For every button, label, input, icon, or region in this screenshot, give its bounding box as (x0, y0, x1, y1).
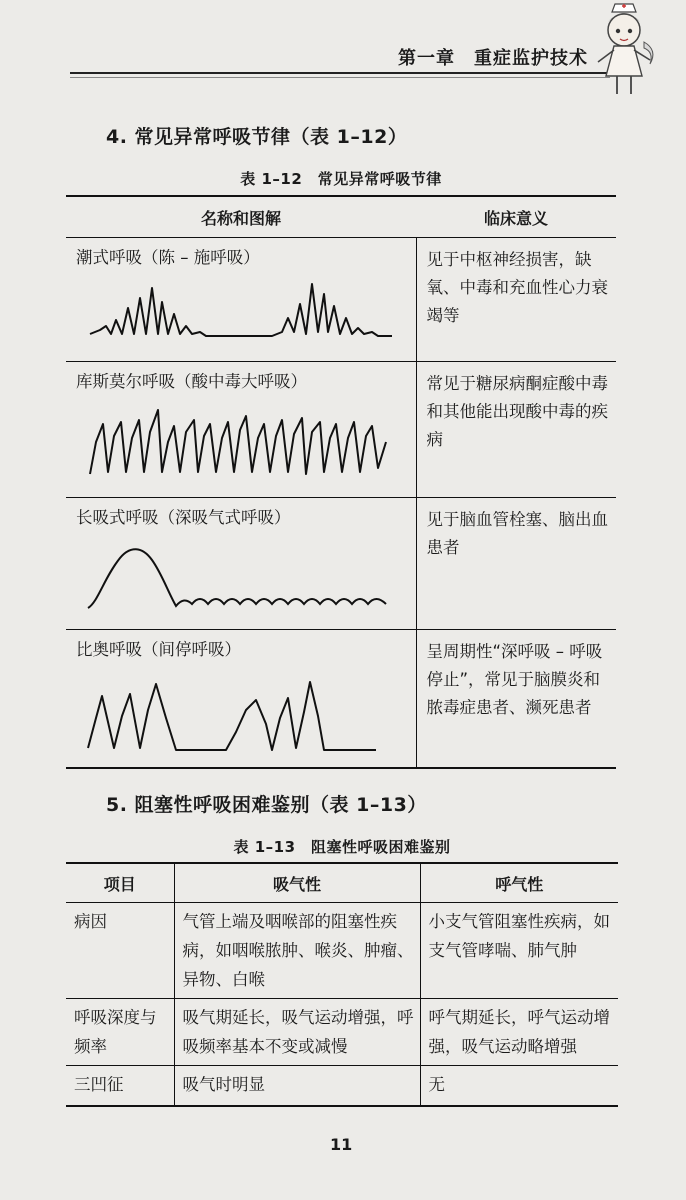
column-header-name: 名称和图解 (66, 196, 416, 238)
inspiratory-cell: 吸气期延长，吸气运动增强，呼吸频率基本不变或减慢 (174, 999, 420, 1066)
inspiratory-cell: 气管上端及咽喉部的阻塞性疾病，如咽喉脓肿、喉炎、肿瘤、异物、白喉 (174, 903, 420, 999)
significance-cell: 见于中枢神经损害，缺氧、中毒和充血性心力衰竭等 (416, 238, 616, 362)
table-1-13 (66, 862, 618, 1107)
expiratory-cell: 无 (420, 1066, 618, 1106)
section-heading-5: 5. 阻塞性呼吸困难鉴别（表 1–13） (106, 794, 427, 816)
column-header-expiratory: 呼气性 (420, 863, 618, 903)
column-header-inspiratory: 吸气性 (174, 863, 420, 903)
table-row (66, 238, 616, 362)
significance-cell: 常见于糖尿病酮症酸中毒和其他能出现酸中毒的疾病 (416, 362, 616, 498)
pattern-cell (66, 362, 416, 498)
item-cell: 病因 (66, 903, 174, 999)
expiratory-cell: 小支气管阻塞性疾病，如支气管哮喘、肺气肿 (420, 903, 618, 999)
nurse-mascot-icon (584, 0, 664, 100)
item-cell: 三凹征 (74, 1075, 124, 1094)
chapter-title: 第一章 重症监护技术 (398, 48, 588, 69)
apneustic-waveform (76, 538, 406, 614)
inspiratory-cell: 吸气时明显 (174, 1066, 420, 1106)
pattern-name: 长吸式呼吸（深吸气式呼吸） (76, 508, 291, 527)
column-header-item: 项目 (66, 863, 174, 903)
biot-waveform (76, 670, 406, 752)
header-rule-thin (70, 77, 610, 78)
pattern-cell (66, 498, 416, 630)
table-1-12 (66, 195, 616, 769)
table-row (66, 999, 618, 1066)
table-caption-1-13: 表 1–13 阻塞性呼吸困难鉴别 (233, 838, 451, 856)
expiratory-cell: 呼气期延长，呼气运动增强，吸气运动略增强 (420, 999, 618, 1066)
page-header (0, 0, 686, 110)
table-row (66, 630, 616, 768)
cheyne-stokes-waveform (76, 278, 406, 346)
significance-cell: 见于脑血管栓塞、脑出血患者 (416, 498, 616, 630)
pattern-name: 比奥呼吸（间停呼吸） (76, 640, 241, 659)
significance-cell: 呈周期性“深呼吸 – 呼吸停止”，常见于脑膜炎和脓毒症患者、濒死患者 (426, 642, 603, 717)
table-row (66, 1066, 618, 1106)
kussmaul-waveform (76, 402, 406, 482)
header-rule (70, 72, 610, 74)
pattern-cell (66, 238, 416, 362)
table-caption-1-12: 表 1–12 常见异常呼吸节律 (240, 170, 442, 188)
table-row (66, 903, 618, 999)
pattern-cell (66, 630, 416, 768)
table-header-row (66, 196, 616, 238)
page-number: 11 (330, 1135, 353, 1154)
item-cell: 呼吸深度与频率 (66, 999, 174, 1066)
table-row (66, 498, 616, 630)
pattern-name: 潮式呼吸（陈 – 施呼吸） (76, 248, 260, 267)
table-header-row (66, 863, 618, 903)
table-row (66, 362, 616, 498)
column-header-significance: 临床意义 (416, 196, 616, 238)
pattern-name: 库斯莫尔呼吸（酸中毒大呼吸） (76, 372, 307, 391)
section-heading-4: 4. 常见异常呼吸节律（表 1–12） (106, 126, 408, 148)
